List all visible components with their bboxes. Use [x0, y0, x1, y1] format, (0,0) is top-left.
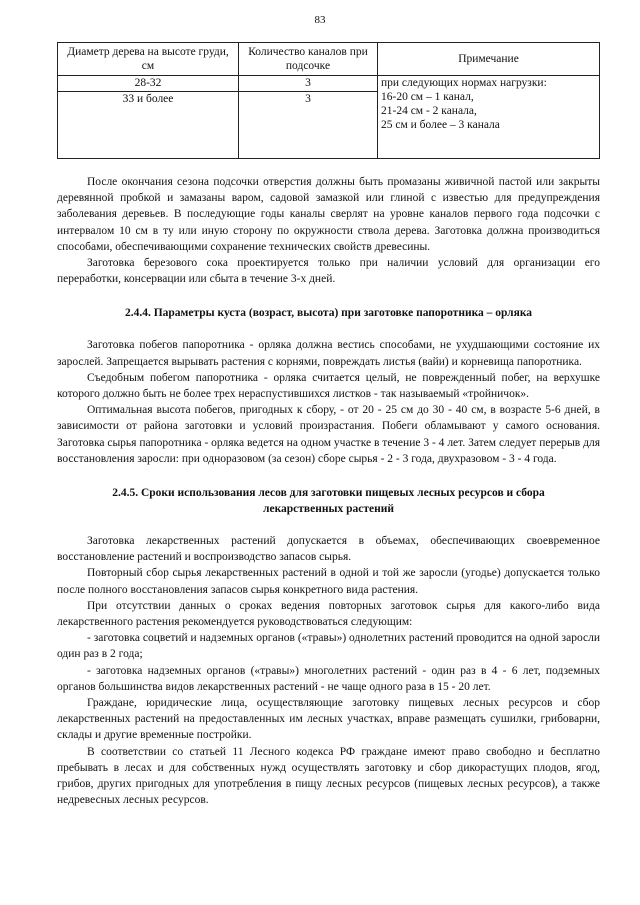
paragraph: Граждане, юридические лица, осуществляющие заготовку пищевых лесных ресурсов и сбор лекарственных растений на предоставленных им лесных участках, вправе размещать сушилки, грибоварни, склады и другие временные постройки.: [57, 697, 600, 742]
note-line: 21-24 см - 2 канала,: [381, 105, 477, 117]
tapping-norms-table: [57, 42, 600, 159]
table-header-row: [58, 43, 600, 76]
paragraph: После окончания сезона подсочки отверстия должны быть промазаны живичной пастой или закрыты деревянной пробкой и замазаны варом, садовой замазкой или глиной с известью для предупреждения заболевания деревьев. В последующие годы каналы сверлят на уровне каналов первого года подсочки с интервалом 10 см в ту или иную сторону по окружности ствола дерева. Заготовка должна производиться способами, обеспечивающими сохранение технических свойств древесины.: [57, 176, 600, 253]
paragraph: Повторный сбор сырья лекарственных растений в одной и той же заросли (угодье) допускается только после полного восстановления запасов сырья конкретного вида растения.: [57, 567, 600, 596]
cell-channels: 3: [239, 76, 378, 92]
cell-diameter: 28-32: [58, 76, 239, 92]
paragraph: Съедобным побегом папоротника - орляка считается целый, не поврежденный побег, на верхушке которого должно быть не более трех нераспустившихся листков - так называемый «тройничок».: [57, 371, 600, 401]
paragraph: Заготовка березового сока проектируется только при наличии условий для организации его переработки, консервации или сбыта в течение 3-х дней.: [57, 257, 600, 286]
note-line: 25 см и более – 3 канала: [381, 119, 500, 131]
section-heading: 2.4.5. Сроки использования лесов для заготовки пищевых лесных ресурсов и сбора лекарственных растений: [112, 487, 545, 516]
paragraph: - заготовка надземных органов («травы») многолетних растений - один раз в 4 - 6 лет, подземных органов большинства видов лекарственных растений - не чаще одного раза в 15 - 20 лет.: [57, 664, 600, 693]
header-diameter: Диаметр дерева на высоте груди, см: [58, 43, 239, 76]
section-heading: 2.4.4. Параметры куста (возраст, высота) при заготовке папоротника – орляка: [124, 307, 533, 320]
header-note: Примечание: [378, 43, 600, 76]
note-line: 16-20 см – 1 канал,: [381, 91, 474, 103]
page-number: 83: [314, 14, 326, 26]
table-row: [58, 76, 600, 92]
note-line: при следующих нормах нагрузки:: [381, 77, 547, 89]
paragraph: Оптимальная высота побегов, пригодных к сбору, - от 20 - 25 см до 30 - 40 см, в возрасте 5-6 дней, в зависимости от района заготовки и условий произрастания. Побеги обламывают у самого основания. Заготовка сырья папоротника - орляка ведется на одном участке в течение 3 - 4 лет. Затем следует перерыв для восстановления заросли: при одноразовом (за сезон) сборе сырья - 2 - 3 года, двухразовом - 3 - 4 года.: [57, 404, 600, 465]
paragraph: При отсутствии данных о сроках ведения повторных заготовок сырья для какого-либо вида лекарственного растения рекомендуется руководствоваться следующим:: [57, 599, 600, 629]
paragraph: В соответствии со статьей 11 Лесного кодекса РФ граждане имеют право свободно и бесплатно пребывать в лесах и для собственных нужд осуществлять заготовку и сбор дикорастущих плодов, ягод, грибов, других пригодных для употребления в пищу лесных ресурсов (пищевых лесных ресурсов), а также недревесных лесных ресурсов.: [57, 745, 600, 807]
paragraph: Заготовка лекарственных растений допускается в объемах, обеспечивающих своевременное восстановление растений и воспроизводство запасов сырья.: [57, 535, 600, 564]
paragraph: Заготовка побегов папоротника - орляка должна вестись способами, не ухудшающими состояние их зарослей. Запрещается вырывать растения с корнями, повреждать листья (вайи) и корневища папоротника.: [57, 339, 600, 368]
paragraph: - заготовка соцветий и надземных органов («травы») однолетних растений проводится на одной заросли один раз в 2 года;: [57, 632, 600, 661]
cell-note: [378, 76, 600, 159]
header-channels: Количество каналов при подсочке: [239, 43, 378, 76]
cell-channels: 3: [239, 92, 378, 159]
document-body: [57, 174, 600, 809]
cell-diameter: 33 и более: [58, 92, 239, 159]
